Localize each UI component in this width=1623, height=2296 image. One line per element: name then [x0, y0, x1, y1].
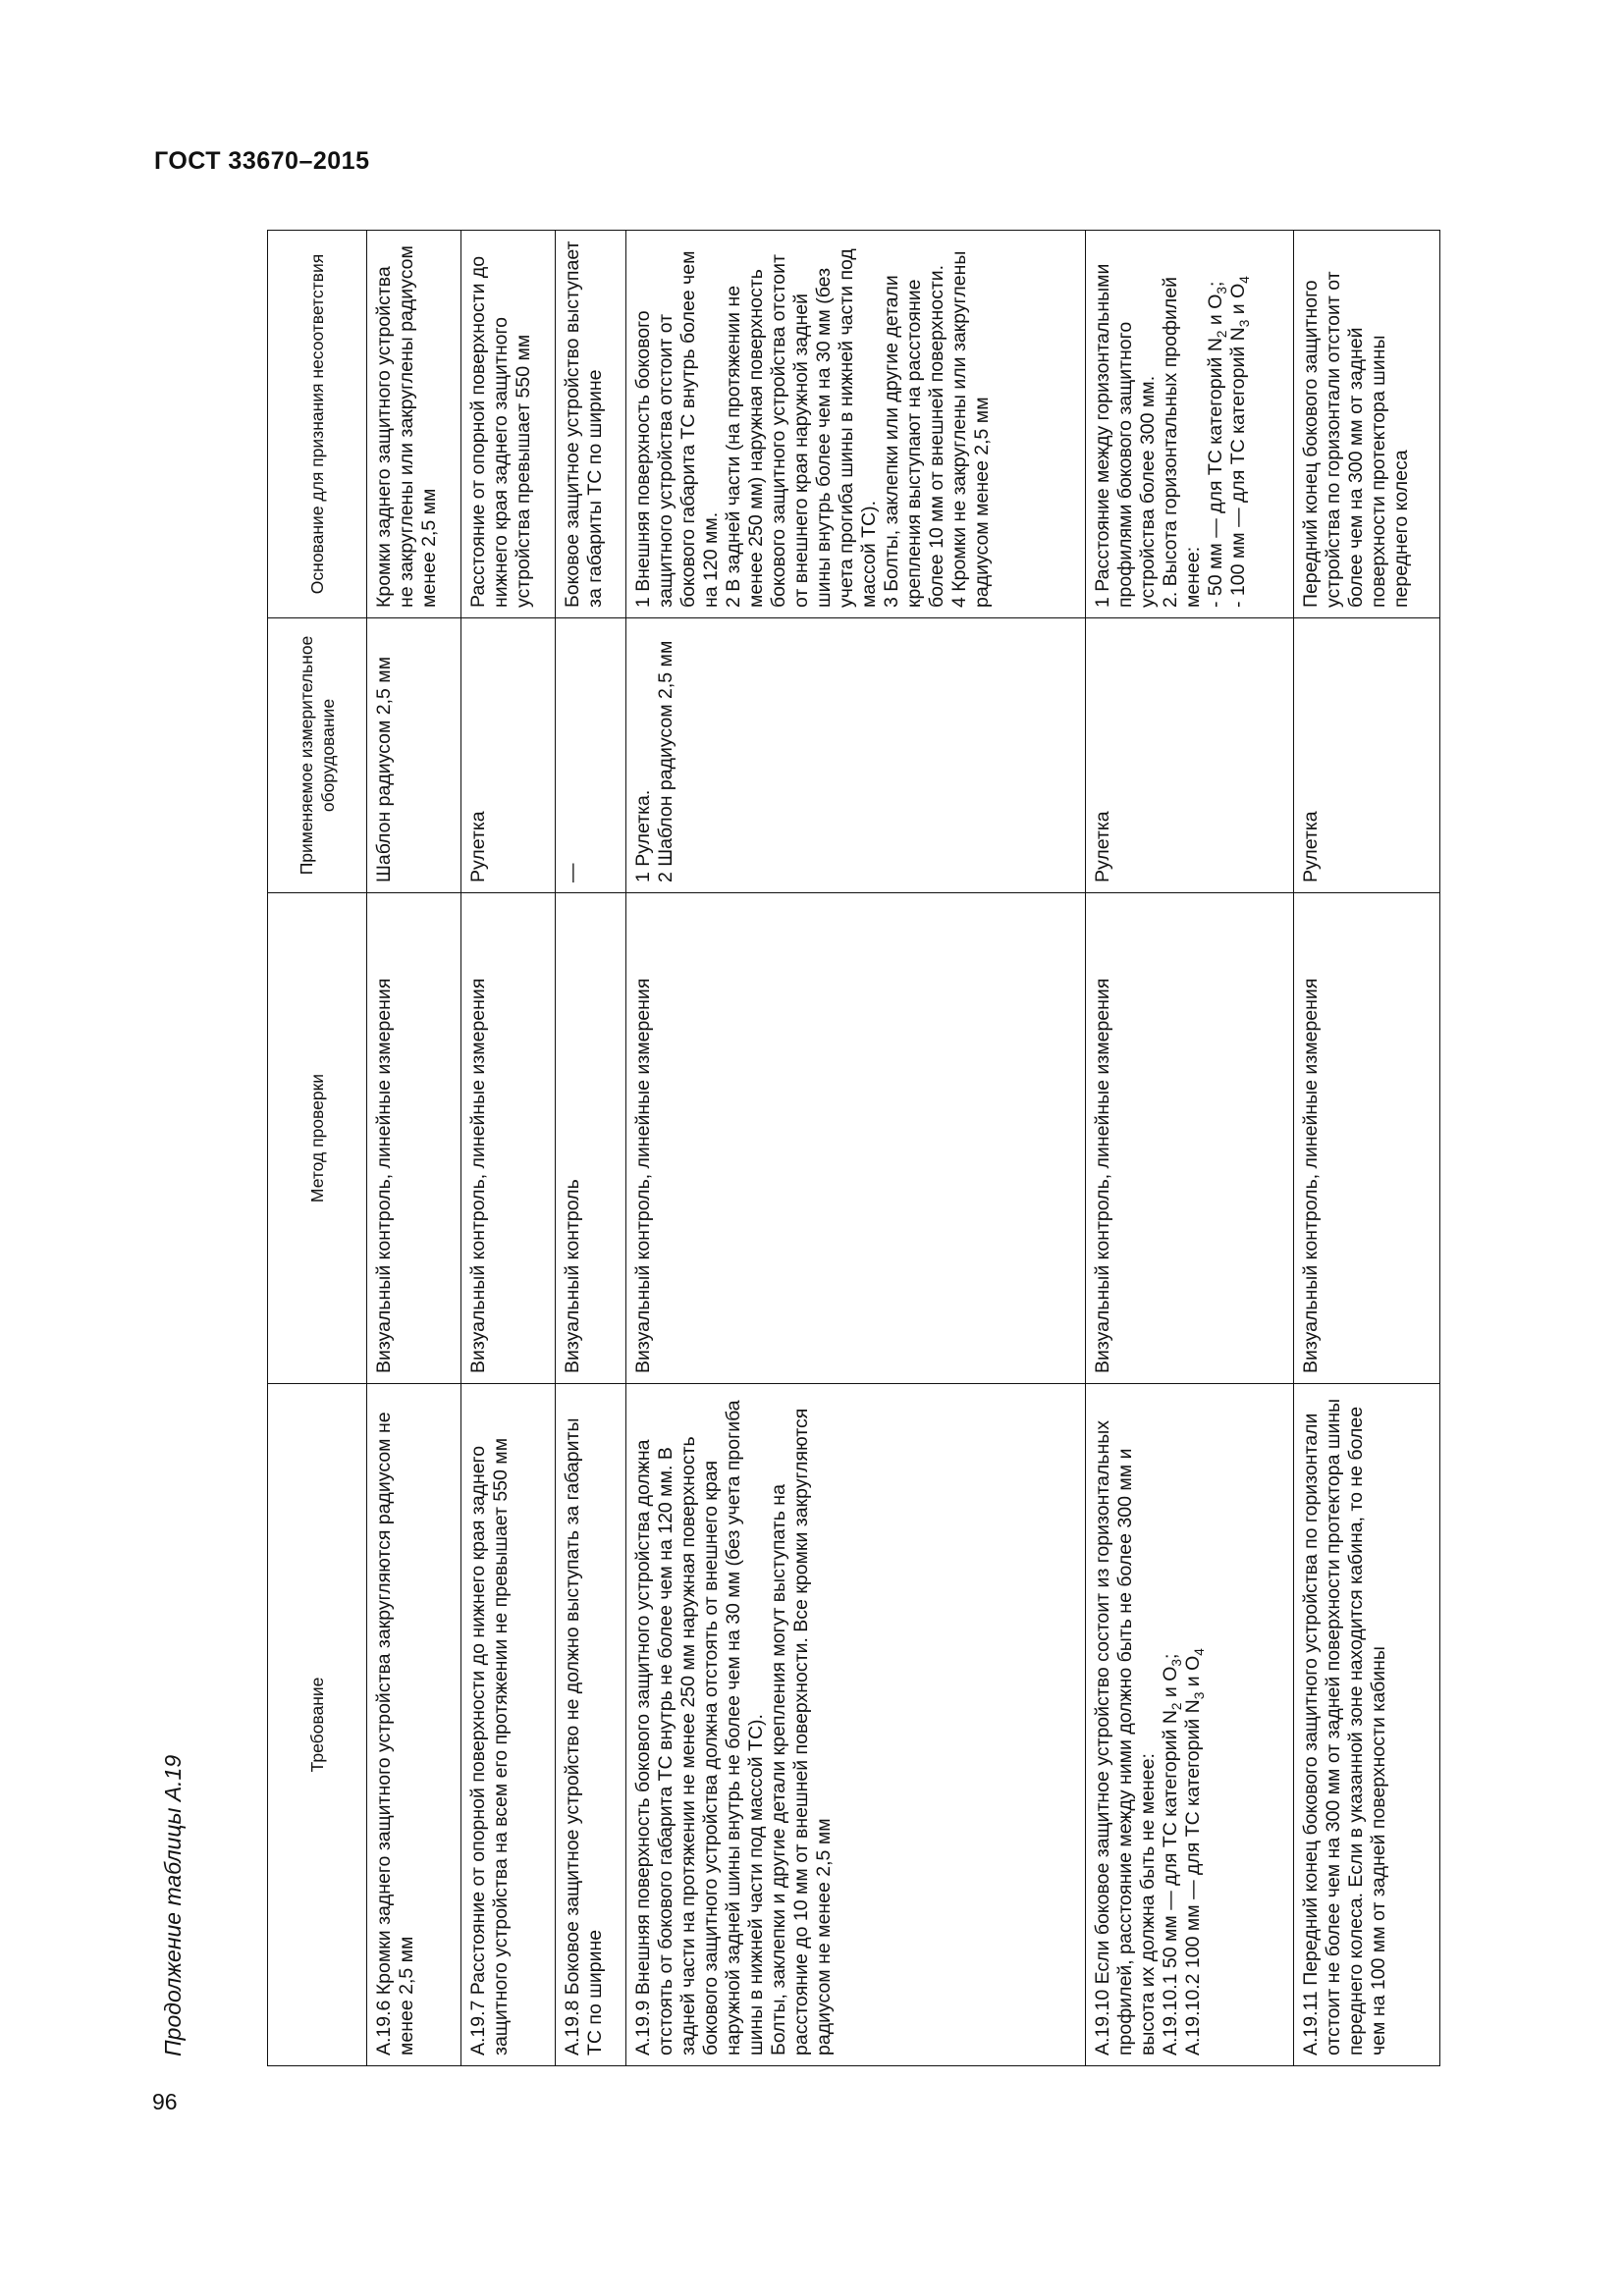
basis-cell: Кромки заднего защитного устройства не закруглены или закруглены радиусом менее 2,5 мм [367, 231, 461, 618]
header-method: Метод проверки [268, 893, 367, 1384]
requirements-table [267, 230, 1440, 2066]
requirement-subitem: А.19.10.1 50 мм — для ТС категорий $N_2$ и $O_3$; [1160, 1653, 1184, 2056]
equipment-cell: Шаблон радиусом 2,5 мм [367, 618, 461, 893]
basis-cell: Боковое защитное устройство выступает за габариты ТС по ширине [556, 231, 626, 618]
equipment-cell: Рулетка [1086, 618, 1294, 893]
table-caption: Продолжение таблицы А.19 [160, 1754, 186, 2056]
basis-subitem: - 100 мм — для ТС категорий $N_3$ и $O_4$ [1227, 276, 1252, 608]
requirement-cell: А.19.7 Расстояние от опорной поверхности до нижнего края заднего защитного устройства на всем его протяжении не превышает 550 мм [461, 1384, 556, 2066]
table-row [461, 231, 556, 2066]
table-row [626, 231, 1086, 2066]
requirement-paragraph: А.19.10 Если боковое защитное устройство состоит из горизонтальных профилей, расстояние между ними должно быть не более 300 мм и высота их должна быть не менее: [1092, 1420, 1159, 2056]
rotated-table-container [267, 231, 1440, 2066]
header-requirement: Требование [268, 1384, 367, 2066]
requirement-paragraph: Болты, заклепки и другие детали крепления могут выступать на расстояние до 10 мм от внешней поверхности. Все кромки закругляются радиусом не менее 2,5 мм [768, 1408, 835, 2056]
requirement-cell: А.19.11 Передний конец бокового защитного устройства по горизонтали отстоит не более чем на 300 мм от задней поверхности протектора шины переднего колеса. Если в указанной зоне находится кабина, то не более чем на 100 мм от задней поверхности кабины [1294, 1384, 1440, 2066]
method-cell: Визуальный контроль [556, 893, 626, 1384]
equipment-cell: Рулетка [461, 618, 556, 893]
requirement-paragraph: А.19.9 Внешняя поверхность бокового защитного устройства должна отстоять от бокового габарита ТС внутрь не более чем на 120 мм. В задней части на протяжении не менее 250 мм наружная поверхность бокового защитного устройства должна отстоять от внешнего края наружной задней шины внутрь не более чем на 30 мм (без учета прогиба шины в нижней части под массой ТС). [632, 1400, 767, 2056]
basis-subitem: - 50 мм — для ТС категорий $N_2$ и $O_3$; [1205, 281, 1229, 608]
requirement-cell: А.19.8 Боковое защитное устройство не должно выступать за габариты ТС по ширине [556, 1384, 626, 2066]
header-basis: Основание для признания несоответствия [268, 231, 367, 618]
requirement-subitem: А.19.10.2 100 мм — для ТС категорий $N_3$ и $O_4$ [1182, 1648, 1207, 2056]
basis-item: 2. Высота горизонтальных профилей менее: [1160, 276, 1204, 608]
basis-cell: Расстояние от опорной поверхности до нижнего края заднего защитного устройства превышает 550 мм [461, 231, 556, 618]
method-cell: Визуальный контроль, линейные измерения [1086, 893, 1294, 1384]
basis-cell: Передний конец бокового защитного устройства по горизонтали отстоит от более чем на 300 мм от задней поверхности протектора шины переднего колеса [1294, 231, 1440, 618]
document-header: ГОСТ 33670–2015 [154, 147, 370, 175]
requirement-cell: А.19.6 Кромки заднего защитного устройства закругляются радиусом не менее 2,5 мм [367, 1384, 461, 2066]
header-equipment: Применяемое измерительное оборудование [268, 618, 367, 893]
method-cell: Визуальный контроль, линейные измерения [367, 893, 461, 1384]
table-row [1294, 231, 1440, 2066]
basis-item: 2 В задней части (на протяжении не менее 250 мм) наружная поверхность бокового защитного устройства отстоит от внешнего края наружной задней шины внутрь более чем на 30 мм (без учета прогиба шины в нижней части под массой ТС). [723, 248, 880, 608]
equipment-cell [626, 618, 1086, 893]
requirement-cell [626, 1384, 1086, 2066]
equipment-item: 1 Рулетка. [632, 789, 654, 882]
basis-item: 3 Болты, заклепки или другие детали крепления выступают на расстояние более 10 мм от внешней поверхности. [881, 264, 947, 608]
equipment-cell: Рулетка [1294, 618, 1440, 893]
equipment-item: 2 Шаблон радиусом 2,5 мм [655, 640, 676, 882]
table-header-row [268, 231, 367, 2066]
basis-item: 4 Кромки не закруглены или закруглены радиусом менее 2,5 мм [948, 250, 993, 608]
page-number: 96 [152, 2089, 178, 2114]
basis-cell [1086, 231, 1294, 618]
table-row [556, 231, 626, 2066]
equipment-cell: — [556, 618, 626, 893]
method-cell: Визуальный контроль, линейные измерения [626, 893, 1086, 1384]
table-row [367, 231, 461, 2066]
method-cell: Визуальный контроль, линейные измерения [461, 893, 556, 1384]
basis-item: 1 Внешняя поверхность бокового защитного устройства отстоит от бокового габарита ТС внутрь более чем на 120 мм. [632, 250, 722, 608]
basis-cell [626, 231, 1086, 618]
basis-item: 1 Расстояние между горизонтальными профилями бокового защитного устройства более 300 мм. [1092, 263, 1159, 608]
method-cell: Визуальный контроль, линейные измерения [1294, 893, 1440, 1384]
requirement-cell [1086, 1384, 1294, 2066]
table-row [1086, 231, 1294, 2066]
